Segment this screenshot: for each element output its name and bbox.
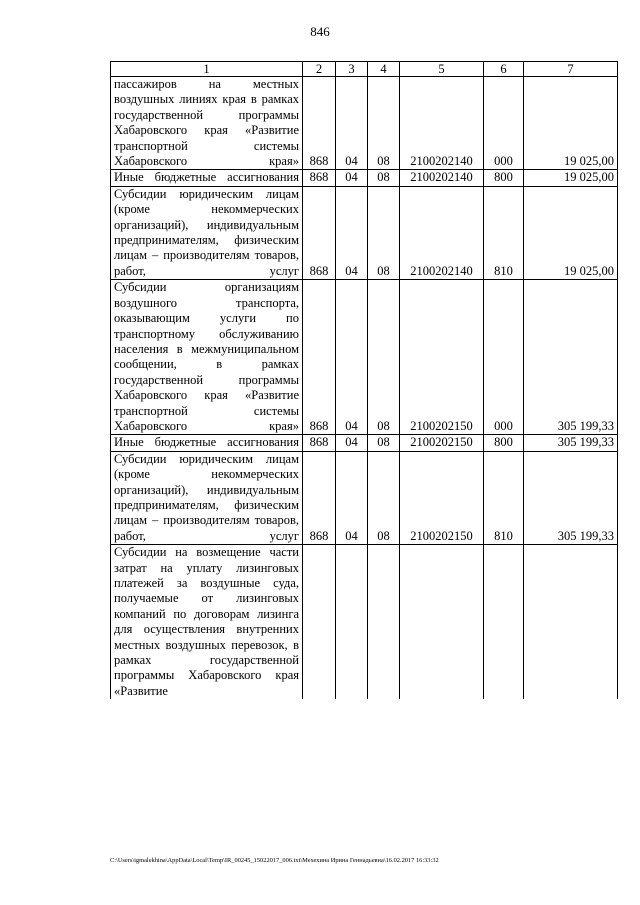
section-code: 04	[336, 451, 368, 544]
grbs-code: 868	[303, 435, 336, 451]
section-code	[336, 545, 368, 700]
grbs-code: 868	[303, 186, 336, 279]
expense-type-code: 810	[484, 186, 524, 279]
amount	[524, 545, 618, 700]
file-path-footer: C:\Users\igmalekhina\AppData\Local\Temp\IR_00245_15022017_006.txt\Мехехина Ирина Геннадьевна\16.02.2017 16:33:32	[110, 857, 439, 864]
section-code: 04	[336, 280, 368, 435]
subsection-code	[368, 545, 400, 700]
item-name: пассажиров на местных воздушных линиях края в рамках государственной программы Хабаровского края «Развитие транспортной системы Хабаровского края»	[111, 77, 303, 170]
item-name: Субсидии юридическим лицам (кроме некоммерческих организаций), индивидуальным предпринимателям, физическим лицам – производителям товаров, работ, услуг	[111, 186, 303, 279]
table-row	[111, 170, 618, 186]
section-code: 04	[336, 186, 368, 279]
table-header-row	[111, 62, 618, 77]
target-article-code: 2100202150	[400, 451, 484, 544]
column-header: 1	[111, 62, 303, 77]
grbs-code: 868	[303, 280, 336, 435]
subsection-code: 08	[368, 77, 400, 170]
section-code: 04	[336, 435, 368, 451]
column-header: 7	[524, 62, 618, 77]
grbs-code: 868	[303, 451, 336, 544]
column-header: 5	[400, 62, 484, 77]
subsection-code: 08	[368, 435, 400, 451]
table-row	[111, 186, 618, 279]
expense-type-code: 000	[484, 280, 524, 435]
subsection-code: 08	[368, 451, 400, 544]
item-name: Иные бюджетные ассигнования	[111, 170, 303, 186]
expense-type-code: 000	[484, 77, 524, 170]
expense-type-code: 800	[484, 170, 524, 186]
column-header: 3	[336, 62, 368, 77]
amount: 305 199,33	[524, 435, 618, 451]
target-article-code: 2100202140	[400, 186, 484, 279]
item-name: Субсидии юридическим лицам (кроме некоммерческих организаций), индивидуальным предпринимателям, физическим лицам – производителям товаров, работ, услуг	[111, 451, 303, 544]
column-header: 2	[303, 62, 336, 77]
page-number: 846	[310, 24, 330, 39]
amount: 305 199,33	[524, 280, 618, 435]
grbs-code: 868	[303, 77, 336, 170]
target-article-code: 2100202150	[400, 280, 484, 435]
amount: 305 199,33	[524, 451, 618, 544]
expense-type-code: 800	[484, 435, 524, 451]
expense-type-code: 810	[484, 451, 524, 544]
table-row	[111, 77, 618, 170]
column-header: 6	[484, 62, 524, 77]
section-code: 04	[336, 77, 368, 170]
item-name: Иные бюджетные ассигнования	[111, 435, 303, 451]
column-header: 4	[368, 62, 400, 77]
table-row	[111, 435, 618, 451]
subsection-code: 08	[368, 280, 400, 435]
target-article-code	[400, 545, 484, 700]
table-row	[111, 545, 618, 700]
grbs-code	[303, 545, 336, 700]
item-name: Субсидии организациям воздушного транспорта, оказывающим услуги по транспортному обслуживанию населения в межмуниципальном сообщении, в рамках государственной программы Хабаровского края «Развитие транспортной системы Хабаровского края»	[111, 280, 303, 435]
expense-type-code	[484, 545, 524, 700]
budget-table	[110, 61, 618, 699]
grbs-code: 868	[303, 170, 336, 186]
target-article-code: 2100202140	[400, 77, 484, 170]
subsection-code: 08	[368, 170, 400, 186]
amount: 19 025,00	[524, 186, 618, 279]
amount: 19 025,00	[524, 170, 618, 186]
amount: 19 025,00	[524, 77, 618, 170]
target-article-code: 2100202150	[400, 435, 484, 451]
table-row	[111, 451, 618, 544]
target-article-code: 2100202140	[400, 170, 484, 186]
item-name: Субсидии на возмещение части затрат на уплату лизинговых платежей за воздушные суда, получаемые от лизинговых компаний по договорам лизинга для осуществления внутренних местных воздушных перевозок, в рамках государственной программы Хабаровского края «Развитие	[111, 545, 303, 700]
subsection-code: 08	[368, 186, 400, 279]
table-row	[111, 280, 618, 435]
section-code: 04	[336, 170, 368, 186]
